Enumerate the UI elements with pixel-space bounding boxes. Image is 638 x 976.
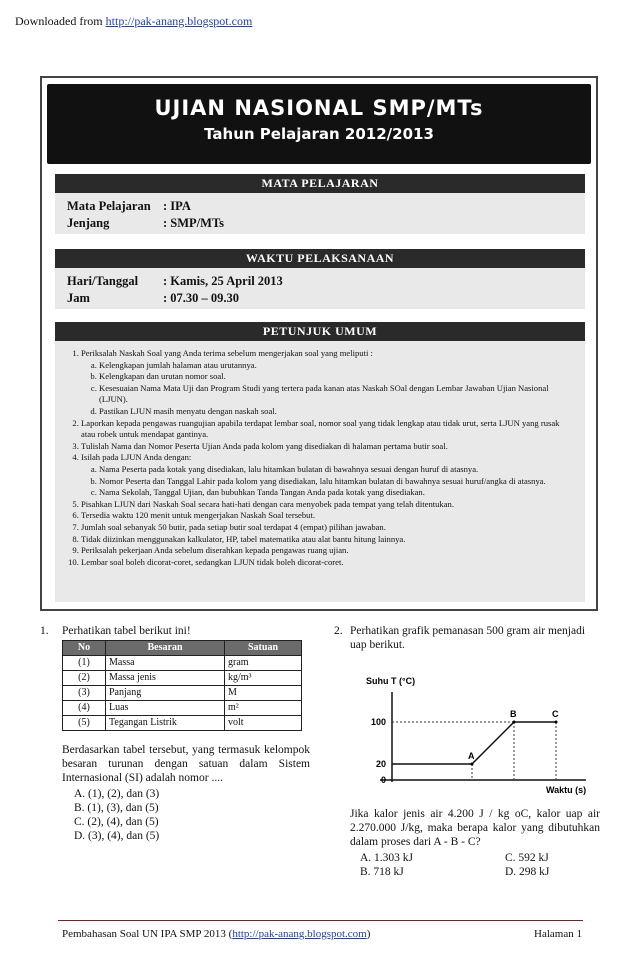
heating-graph [336,672,598,802]
instruction-text: Tidak diizinkan menggunakan kalkulator, HP, tabel matematika atau alat bantu hitung lainnya. [81,533,406,544]
y-axis-label: Suhu T (°C) [366,676,416,686]
footer-rule [58,920,583,921]
instruction-item [81,510,575,522]
point-label: A [468,751,475,761]
answer-option[interactable]: D. 298 kJ [505,866,550,878]
quantity-table [62,640,302,731]
table-cell: (1) [63,656,106,671]
question-prompt: Perhatikan grafik pemanasan 500 gram air menjadi uap berikut. [350,625,586,651]
table-row [63,656,302,671]
instructions-section [55,322,585,602]
instruction-item [81,545,575,557]
answer-option[interactable]: B. 718 kJ [360,866,404,878]
instructions-heading: PETUNJUK UMUM [55,322,585,341]
exam-title: UJIAN NASIONAL SMP/MTs [154,96,484,120]
table-cell: M [225,686,302,701]
level-row: Jenjang : SMP/MTs [67,216,224,230]
table-row [63,671,302,686]
question-2-body [350,807,600,879]
y-tick-label: 20 [375,759,386,769]
instruction-text: Laporkan kepada pengawas ruangujian apabila terdapat lembar soal, nomor soal yang tidak lengkap atau tidak urut, serta LJUN yang rusak atau robek untuk mendapat gantinya. [81,417,560,440]
instruction-text: Periksalah pekerjaan Anda sebelum diserahkan kepada pengawas ruang ujian. [81,545,349,556]
answer-option[interactable]: C. (2), (4), dan (5) [74,816,159,828]
subject-row: Mata Pelajaran : IPA [67,199,191,213]
answer-option[interactable]: A. (1), (2), dan (3) [74,788,160,800]
table-cell: (2) [63,671,106,686]
table-cell: m² [225,701,302,716]
table-cell: (4) [63,701,106,716]
instruction-item [81,522,575,534]
page-footer [62,928,582,940]
instruction-subitem: d. Pastikan LJUN masih menyatu dengan naskah soal. [99,406,575,418]
footer-text: Pembahasan Soal UN IPA SMP 2013 ( [62,928,233,940]
instruction-item [81,418,575,441]
table-cell: Panjang [106,686,225,701]
table-row [63,716,302,731]
instruction-text: Periksalah Naskah Soal yang Anda terima sebelum mengerjakan soal yang meliputi : [81,348,373,358]
instruction-subitem: b. Nomor Peserta dan Tanggal Lahir pada kolom yang disediakan, lalu hitamkan bulatan di bawahnya sesuai huruf/angka di atasnya. [99,476,575,488]
instruction-subitem: c. Kesesuaian Nama Mata Uji dan Program Studi yang tertera pada kanan atas Naskah SOal dengan Lembar Jawaban Ujian Nasional (LJUN). [99,383,575,406]
table-cell: (5) [63,716,106,731]
table-cell: Massa jenis [106,671,225,686]
answer-option[interactable]: D. (3), (4), dan (5) [74,830,160,842]
answer-options [74,787,310,843]
footer-link[interactable]: http://pak-anang.blogspot.com [232,928,367,940]
instruction-subitem: a. Nama Peserta pada kotak yang disediakan, lalu hitamkan bulatan di bawahnya sesuai dengan huruf di atasnya. [99,464,575,476]
time-section [55,249,585,309]
question-number: 2. [334,625,343,637]
instruction-text: Jumlah soal sebanyak 50 butir, pada setiap butir soal terdapat 4 (empat) pilihan jawaban. [81,521,386,532]
table-cell: Tegangan Listrik [106,716,225,731]
point-label: C [552,709,559,719]
table-header-row [63,641,302,656]
instruction-item [81,499,575,511]
question-text: Jika kalor jenis air 4.200 J / kg oC, kalor uap air 2.270.000 J/kg, maka berapa kalor yang dibutuhkan dalam proses dari A - B - C? [350,808,600,848]
answer-option[interactable]: C. 592 kJ [505,852,549,864]
instruction-item [81,348,575,418]
subject-heading: MATA PELAJARAN [55,174,585,193]
table-header: Satuan [225,641,302,656]
question-2 [334,624,600,652]
table-cell: volt [225,716,302,731]
table-cell: Luas [106,701,225,716]
table-header: Besaran [106,641,225,656]
table-cell: gram [225,656,302,671]
instruction-text: Lembar soal boleh dicorat-coret, sedangkan LJUN tidak boleh dicorat-coret. [81,556,344,567]
instruction-subitem: a. Kelengkapan jumlah halaman atau urutannya. [99,360,575,372]
x-axis-label: Waktu (s) [546,785,587,795]
instruction-item [81,452,575,498]
answer-options [360,851,600,879]
question-1 [40,624,310,843]
answer-option[interactable]: B. (1), (3), dan (5) [74,802,159,814]
instructions-list [65,348,575,568]
footer-text-end: ) [366,928,371,940]
question-prompt: Perhatikan tabel berikut ini! [62,625,191,637]
table-cell: Massa [106,656,225,671]
y-tick-label: 100 [370,717,386,727]
instruction-text: Pisahkan LJUN dari Naskah Soal secara hati-hati dengan cara menyobek pada tempat yang telah ditentukan. [81,498,454,509]
exam-subtitle: Tahun Pelajaran 2012/2013 [204,125,434,143]
download-link[interactable]: http://pak-anang.blogspot.com [105,14,253,28]
point-label: B [510,709,517,719]
data-point [471,763,474,766]
download-prefix: Downloaded from [15,14,103,28]
instruction-text: Tulislah Nama dan Nomor Peserta Ujian Anda pada kolom yang disediakan di halaman pertama butir soal. [81,440,448,451]
instruction-item [81,534,575,546]
instruction-subitem: c. Nama Sekolah, Tanggal Ujian, dan bubuhkan Tanda Tangan Anda pada kotak yang disediakan. [99,487,575,499]
y-tick-label: 0 [380,775,386,785]
instruction-text: Isilah pada LJUN Anda dengan: [81,452,192,463]
download-source-line [15,14,252,29]
question-text: Berdasarkan tabel tersebut, yang termasuk kelompok besaran turunan dengan satuan dalam Sistem Internasional (SI) adalah nomor .... [62,744,310,784]
page-number: Halaman 1 [534,928,582,940]
instruction-subitem: b. Kelengkapan dan urutan nomor soal. [99,371,575,383]
title-banner [47,84,591,164]
instruction-item [81,557,575,569]
table-row [63,701,302,716]
table-row [63,686,302,701]
table-header: No [63,641,106,656]
data-point [555,721,558,724]
hour-row: Jam : 07.30 – 09.30 [67,291,240,305]
table-cell: kg/m³ [225,671,302,686]
table-cell: (3) [63,686,106,701]
answer-option[interactable]: A. 1.303 kJ [360,852,414,864]
instruction-text: Tersedia waktu 120 menit untuk mengerjakan Naskah Soal tersebut. [81,510,315,521]
instruction-item [81,441,575,453]
date-row: Hari/Tanggal : Kamis, 25 April 2013 [67,274,283,288]
question-number: 1. [40,625,49,637]
subject-section [55,174,585,234]
data-point [513,721,516,724]
time-heading: WAKTU PELAKSANAAN [55,249,585,268]
